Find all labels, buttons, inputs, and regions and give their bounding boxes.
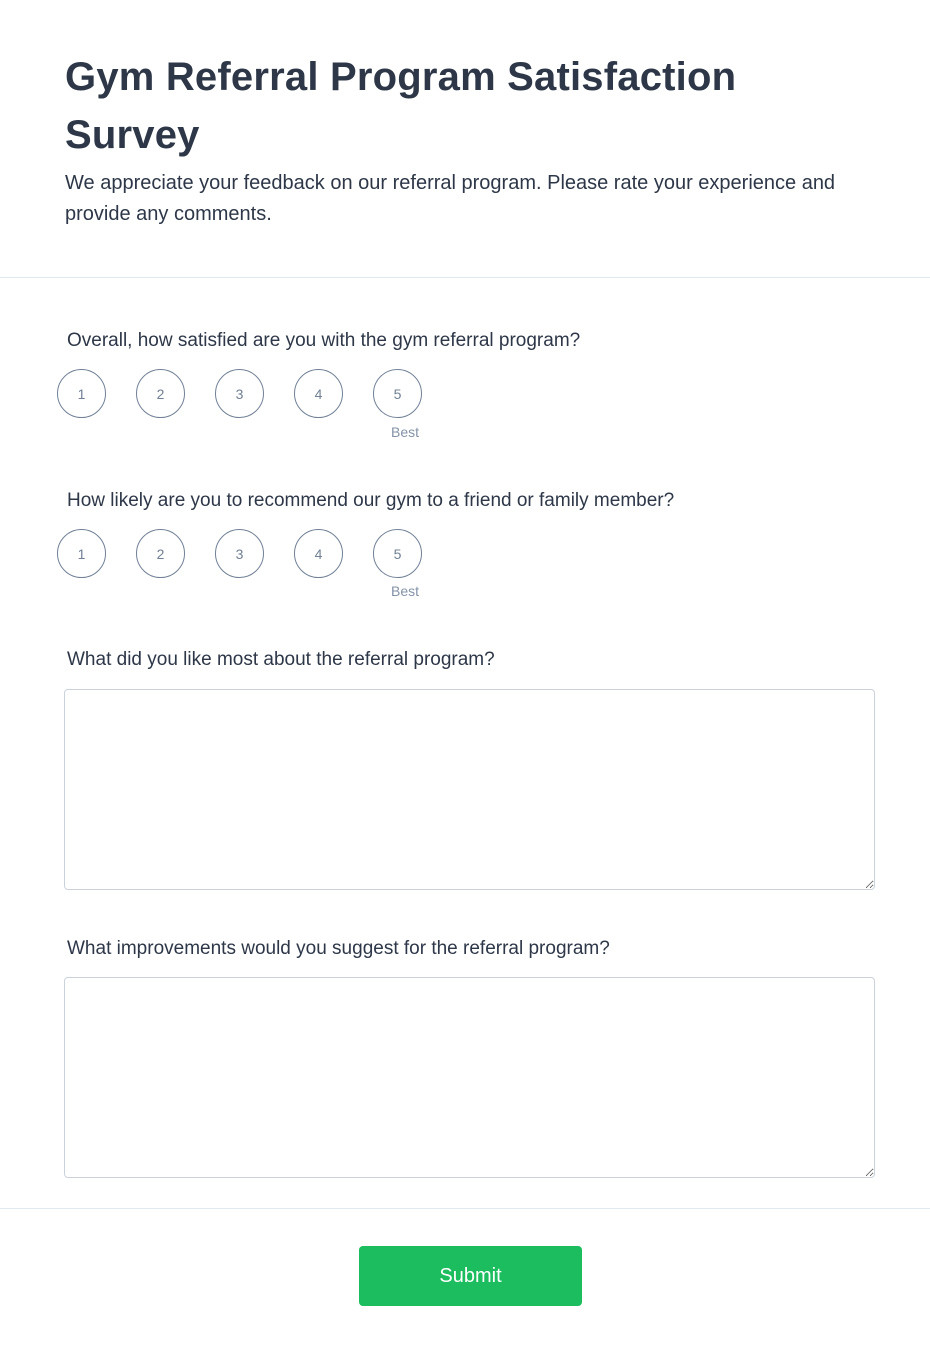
rating-option-5[interactable]: 5	[373, 369, 422, 418]
footer-divider	[0, 1208, 930, 1209]
page-title: Gym Referral Program Satisfaction Survey	[65, 55, 737, 157]
rating-option-1[interactable]: 1	[57, 369, 106, 418]
rating-option-4[interactable]: 4	[294, 529, 343, 578]
rating-option-1[interactable]: 1	[57, 529, 106, 578]
submit-button[interactable]: Submit	[359, 1246, 582, 1306]
question-liked-label: What did you like most about the referral program?	[67, 649, 495, 670]
page-subtitle: We appreciate your feedback on our referral program. Please rate your experience and provide any comments.	[65, 172, 836, 225]
rating-option-5[interactable]: 5	[373, 529, 422, 578]
rating-option-4[interactable]: 4	[294, 369, 343, 418]
question-satisfaction-label: Overall, how satisfied are you with the gym referral program?	[67, 330, 581, 351]
rating-satisfaction	[57, 369, 437, 440]
rating-option-2[interactable]: 2	[136, 369, 185, 418]
improvements-textarea[interactable]	[64, 977, 875, 1178]
rating-option-2[interactable]: 2	[136, 529, 185, 578]
question-recommend-label: How likely are you to recommend our gym to a friend or family member?	[67, 490, 675, 511]
rating-recommend	[57, 529, 437, 599]
rating-best-label: Best	[391, 583, 420, 599]
rating-option-3[interactable]: 3	[215, 369, 264, 418]
rating-option-3[interactable]: 3	[215, 529, 264, 578]
header-divider	[0, 277, 930, 278]
liked-most-textarea[interactable]	[64, 689, 875, 890]
survey-header	[65, 48, 865, 230]
question-improvements-label: What improvements would you suggest for the referral program?	[67, 938, 610, 959]
rating-best-label: Best	[391, 424, 420, 440]
